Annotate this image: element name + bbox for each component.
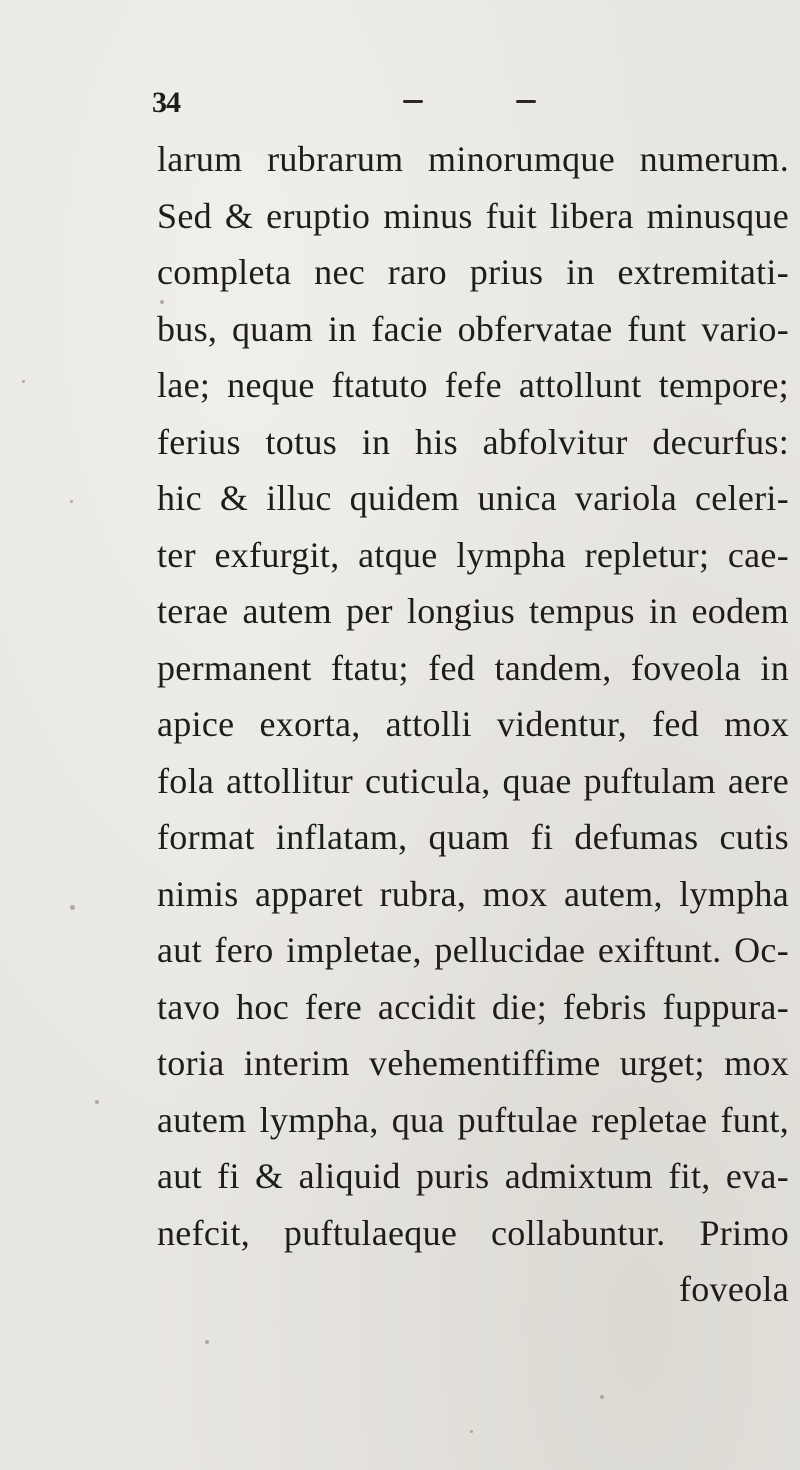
text-line: completa nec raro prius in extremitati- xyxy=(157,252,789,292)
text-line: format inflatam, quam fi defumas cutis xyxy=(157,817,789,857)
text-line: toria interim vehementiffime urget; mox xyxy=(157,1043,789,1083)
text-line: fola attollitur cuticula, quae puftulam aere xyxy=(157,760,789,801)
paper-speck xyxy=(600,1395,604,1399)
text-line: lae; neque ftatuto fefe attollunt tempore; xyxy=(157,365,789,405)
header-dash xyxy=(516,100,536,103)
body-text xyxy=(157,131,789,1318)
paper-speck xyxy=(70,905,75,910)
page-number: 34 xyxy=(152,86,180,119)
text-line: hic & illuc quidem unica variola celeri- xyxy=(157,478,789,518)
header-dash xyxy=(403,100,423,103)
text-line: apice exorta, attolli videntur, fed mox xyxy=(157,704,789,744)
paper-speck xyxy=(205,1340,209,1344)
text-line: autem lympha, qua puftulae repletae funt, xyxy=(157,1099,789,1140)
text-line: ter exfurgit, atque lympha repletur; cae- xyxy=(157,534,789,575)
text-line: ferius totus in his abfolvitur decurfus: xyxy=(157,421,789,462)
text-line: nefcit, puftulaeque collabuntur. Primo xyxy=(157,1212,789,1253)
text-line: aut fero impletae, pellucidae exiftunt. Oc- xyxy=(157,930,789,970)
paper-speck xyxy=(22,380,25,383)
paper-speck xyxy=(470,1430,473,1433)
paper-speck xyxy=(95,1100,99,1104)
text-line: nimis apparet rubra, mox autem, lympha xyxy=(157,873,789,914)
text-line: terae autem per longius tempus in eodem xyxy=(157,591,789,631)
text-line: larum rubrarum minorumque numerum. xyxy=(157,139,789,179)
paper-speck xyxy=(70,500,73,503)
text-line: tavo hoc fere accidit die; febris fuppura- xyxy=(157,986,789,1027)
text-line: aut fi & aliquid puris admixtum fit, eva- xyxy=(157,1156,789,1196)
text-line: Sed & eruptio minus fuit libera minusque xyxy=(157,195,789,236)
text-line: bus, quam in facie obfervatae funt vario- xyxy=(157,308,789,349)
text-line: permanent ftatu; fed tandem, foveola in xyxy=(157,647,789,688)
paper-speck xyxy=(160,300,164,304)
catchword: foveola xyxy=(678,1269,789,1309)
